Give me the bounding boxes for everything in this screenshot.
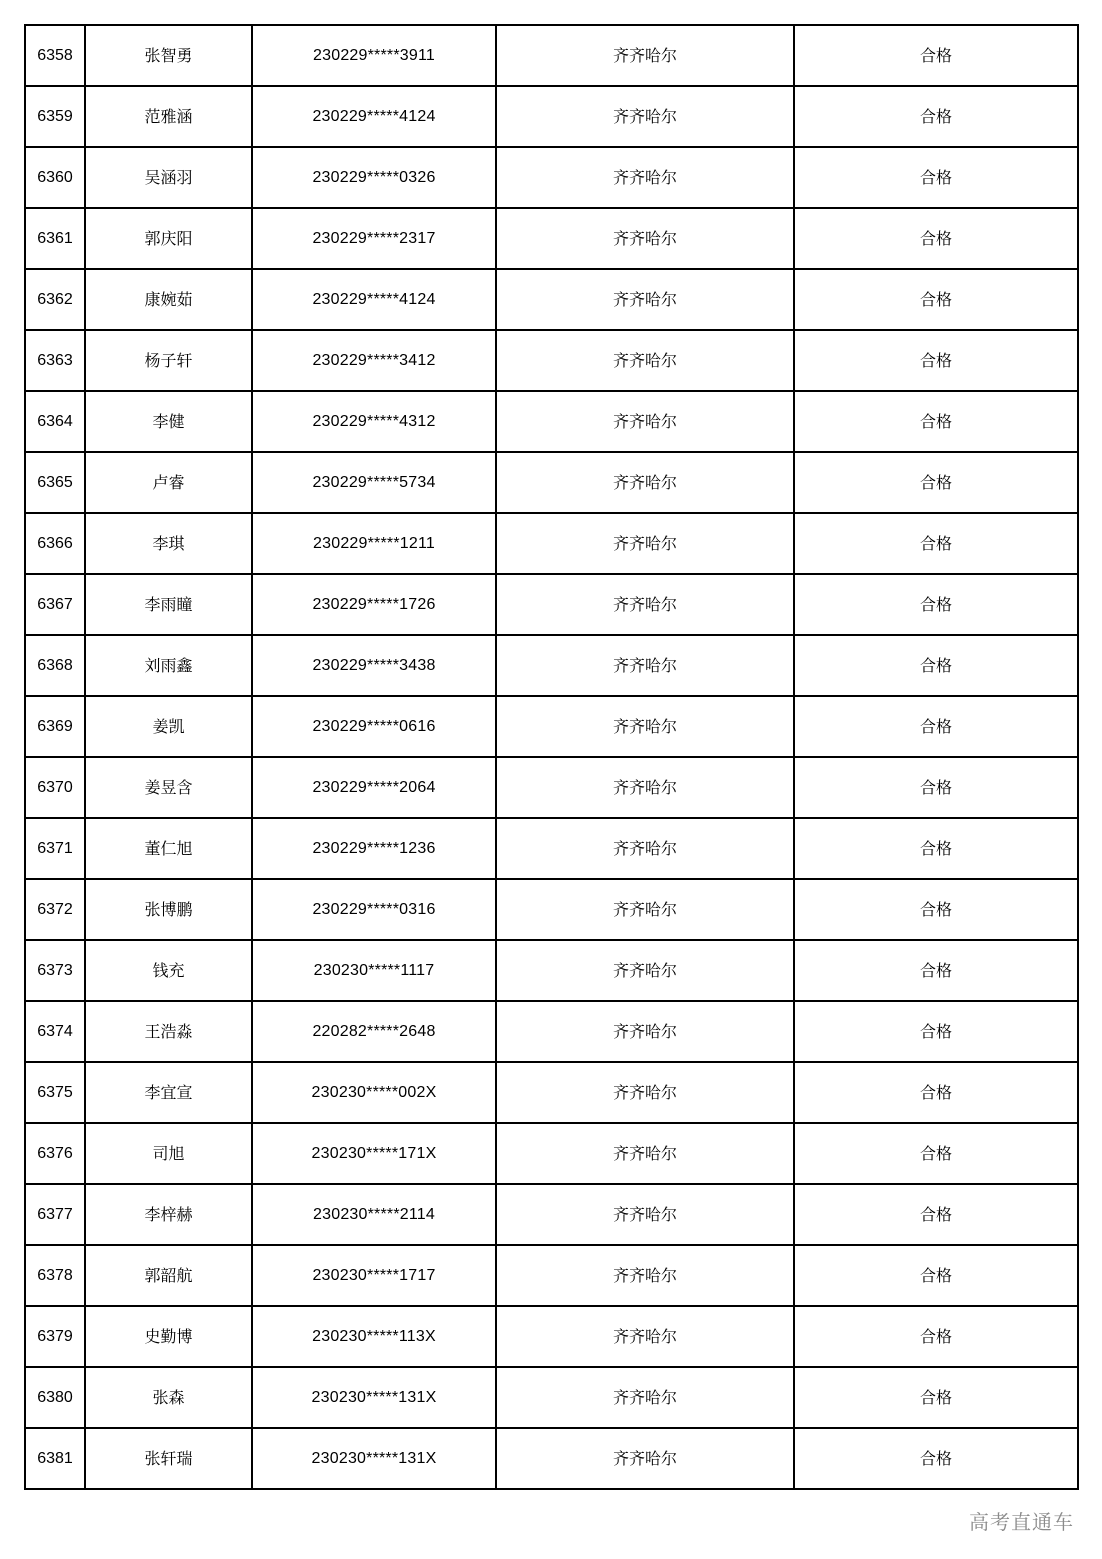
cell-id-number: 230229*****2317 <box>252 208 496 269</box>
cell-result: 合格 <box>794 940 1078 1001</box>
table-row <box>25 1306 1078 1367</box>
cell-city: 齐齐哈尔 <box>496 574 794 635</box>
cell-result: 合格 <box>794 1245 1078 1306</box>
cell-result: 合格 <box>794 1001 1078 1062</box>
cell-seq: 6374 <box>25 1001 85 1062</box>
cell-name: 康婉茹 <box>85 269 252 330</box>
cell-seq: 6363 <box>25 330 85 391</box>
table-row <box>25 147 1078 208</box>
cell-seq: 6376 <box>25 1123 85 1184</box>
cell-seq: 6368 <box>25 635 85 696</box>
table-row <box>25 574 1078 635</box>
cell-result: 合格 <box>794 1184 1078 1245</box>
cell-name: 郭韶航 <box>85 1245 252 1306</box>
cell-result: 合格 <box>794 513 1078 574</box>
cell-id-number: 230229*****0326 <box>252 147 496 208</box>
table-row <box>25 330 1078 391</box>
table-row <box>25 879 1078 940</box>
table-row <box>25 208 1078 269</box>
cell-id-number: 230230*****113X <box>252 1306 496 1367</box>
table-row <box>25 1245 1078 1306</box>
cell-city: 齐齐哈尔 <box>496 147 794 208</box>
cell-id-number: 230229*****1726 <box>252 574 496 635</box>
cell-name: 李雨瞳 <box>85 574 252 635</box>
cell-id-number: 230229*****3438 <box>252 635 496 696</box>
cell-result: 合格 <box>794 879 1078 940</box>
cell-city: 齐齐哈尔 <box>496 86 794 147</box>
cell-seq: 6377 <box>25 1184 85 1245</box>
cell-id-number: 230230*****1117 <box>252 940 496 1001</box>
cell-name: 张轩瑞 <box>85 1428 252 1489</box>
cell-city: 齐齐哈尔 <box>496 1245 794 1306</box>
cell-name: 姜昱含 <box>85 757 252 818</box>
cell-result: 合格 <box>794 635 1078 696</box>
roster-table-container <box>24 24 1077 1490</box>
cell-name: 李宜宣 <box>85 1062 252 1123</box>
table-row <box>25 1184 1078 1245</box>
cell-seq: 6372 <box>25 879 85 940</box>
cell-seq: 6379 <box>25 1306 85 1367</box>
table-row <box>25 1428 1078 1489</box>
cell-city: 齐齐哈尔 <box>496 25 794 86</box>
cell-name: 刘雨鑫 <box>85 635 252 696</box>
cell-name: 张智勇 <box>85 25 252 86</box>
cell-result: 合格 <box>794 757 1078 818</box>
cell-city: 齐齐哈尔 <box>496 757 794 818</box>
cell-id-number: 230229*****3412 <box>252 330 496 391</box>
cell-name: 郭庆阳 <box>85 208 252 269</box>
cell-seq: 6359 <box>25 86 85 147</box>
cell-result: 合格 <box>794 1367 1078 1428</box>
cell-city: 齐齐哈尔 <box>496 940 794 1001</box>
cell-result: 合格 <box>794 208 1078 269</box>
cell-result: 合格 <box>794 25 1078 86</box>
cell-id-number: 230229*****4124 <box>252 269 496 330</box>
cell-seq: 6380 <box>25 1367 85 1428</box>
cell-id-number: 230230*****171X <box>252 1123 496 1184</box>
cell-city: 齐齐哈尔 <box>496 452 794 513</box>
cell-city: 齐齐哈尔 <box>496 208 794 269</box>
cell-result: 合格 <box>794 574 1078 635</box>
cell-name: 卢睿 <box>85 452 252 513</box>
cell-result: 合格 <box>794 696 1078 757</box>
cell-seq: 6358 <box>25 25 85 86</box>
cell-name: 吴涵羽 <box>85 147 252 208</box>
cell-city: 齐齐哈尔 <box>496 1001 794 1062</box>
cell-id-number: 230230*****131X <box>252 1428 496 1489</box>
cell-id-number: 230229*****0316 <box>252 879 496 940</box>
cell-city: 齐齐哈尔 <box>496 1062 794 1123</box>
cell-seq: 6373 <box>25 940 85 1001</box>
cell-name: 董仁旭 <box>85 818 252 879</box>
table-row <box>25 757 1078 818</box>
cell-id-number: 230229*****1211 <box>252 513 496 574</box>
cell-city: 齐齐哈尔 <box>496 513 794 574</box>
cell-result: 合格 <box>794 1428 1078 1489</box>
cell-name: 张森 <box>85 1367 252 1428</box>
table-row <box>25 86 1078 147</box>
cell-city: 齐齐哈尔 <box>496 391 794 452</box>
cell-seq: 6364 <box>25 391 85 452</box>
cell-city: 齐齐哈尔 <box>496 1306 794 1367</box>
cell-name: 王浩淼 <box>85 1001 252 1062</box>
cell-name: 钱充 <box>85 940 252 1001</box>
cell-seq: 6361 <box>25 208 85 269</box>
table-row <box>25 940 1078 1001</box>
cell-name: 张博鹏 <box>85 879 252 940</box>
cell-city: 齐齐哈尔 <box>496 330 794 391</box>
table-row <box>25 1123 1078 1184</box>
cell-id-number: 230230*****002X <box>252 1062 496 1123</box>
watermark-text: 高考直通车 <box>969 1506 1074 1535</box>
cell-seq: 6371 <box>25 818 85 879</box>
cell-city: 齐齐哈尔 <box>496 1367 794 1428</box>
roster-table-body <box>25 25 1078 1489</box>
table-row <box>25 513 1078 574</box>
cell-result: 合格 <box>794 330 1078 391</box>
cell-city: 齐齐哈尔 <box>496 1184 794 1245</box>
cell-result: 合格 <box>794 818 1078 879</box>
cell-id-number: 230230*****1717 <box>252 1245 496 1306</box>
cell-id-number: 230229*****5734 <box>252 452 496 513</box>
cell-id-number: 230230*****2114 <box>252 1184 496 1245</box>
cell-city: 齐齐哈尔 <box>496 1123 794 1184</box>
cell-name: 司旭 <box>85 1123 252 1184</box>
cell-name: 姜凯 <box>85 696 252 757</box>
table-row <box>25 25 1078 86</box>
table-row <box>25 635 1078 696</box>
cell-seq: 6367 <box>25 574 85 635</box>
cell-name: 李琪 <box>85 513 252 574</box>
table-row <box>25 1367 1078 1428</box>
cell-seq: 6369 <box>25 696 85 757</box>
cell-id-number: 220282*****2648 <box>252 1001 496 1062</box>
table-row <box>25 391 1078 452</box>
cell-city: 齐齐哈尔 <box>496 269 794 330</box>
roster-table <box>24 24 1079 1490</box>
table-row <box>25 452 1078 513</box>
cell-id-number: 230229*****0616 <box>252 696 496 757</box>
cell-name: 李梓赫 <box>85 1184 252 1245</box>
table-row <box>25 818 1078 879</box>
cell-name: 范雅涵 <box>85 86 252 147</box>
cell-city: 齐齐哈尔 <box>496 818 794 879</box>
cell-seq: 6381 <box>25 1428 85 1489</box>
table-row <box>25 269 1078 330</box>
cell-result: 合格 <box>794 452 1078 513</box>
cell-id-number: 230229*****1236 <box>252 818 496 879</box>
cell-city: 齐齐哈尔 <box>496 696 794 757</box>
cell-seq: 6375 <box>25 1062 85 1123</box>
cell-seq: 6366 <box>25 513 85 574</box>
cell-name: 李健 <box>85 391 252 452</box>
cell-seq: 6378 <box>25 1245 85 1306</box>
cell-id-number: 230229*****4312 <box>252 391 496 452</box>
cell-id-number: 230230*****131X <box>252 1367 496 1428</box>
cell-city: 齐齐哈尔 <box>496 1428 794 1489</box>
cell-city: 齐齐哈尔 <box>496 879 794 940</box>
cell-result: 合格 <box>794 1123 1078 1184</box>
table-row <box>25 1001 1078 1062</box>
table-row <box>25 1062 1078 1123</box>
cell-result: 合格 <box>794 1306 1078 1367</box>
cell-city: 齐齐哈尔 <box>496 635 794 696</box>
cell-result: 合格 <box>794 86 1078 147</box>
cell-result: 合格 <box>794 147 1078 208</box>
cell-seq: 6362 <box>25 269 85 330</box>
table-row <box>25 696 1078 757</box>
cell-result: 合格 <box>794 1062 1078 1123</box>
cell-seq: 6370 <box>25 757 85 818</box>
cell-result: 合格 <box>794 391 1078 452</box>
cell-seq: 6365 <box>25 452 85 513</box>
cell-id-number: 230229*****4124 <box>252 86 496 147</box>
cell-id-number: 230229*****3911 <box>252 25 496 86</box>
cell-name: 杨子轩 <box>85 330 252 391</box>
cell-id-number: 230229*****2064 <box>252 757 496 818</box>
cell-result: 合格 <box>794 269 1078 330</box>
cell-name: 史勤博 <box>85 1306 252 1367</box>
cell-seq: 6360 <box>25 147 85 208</box>
